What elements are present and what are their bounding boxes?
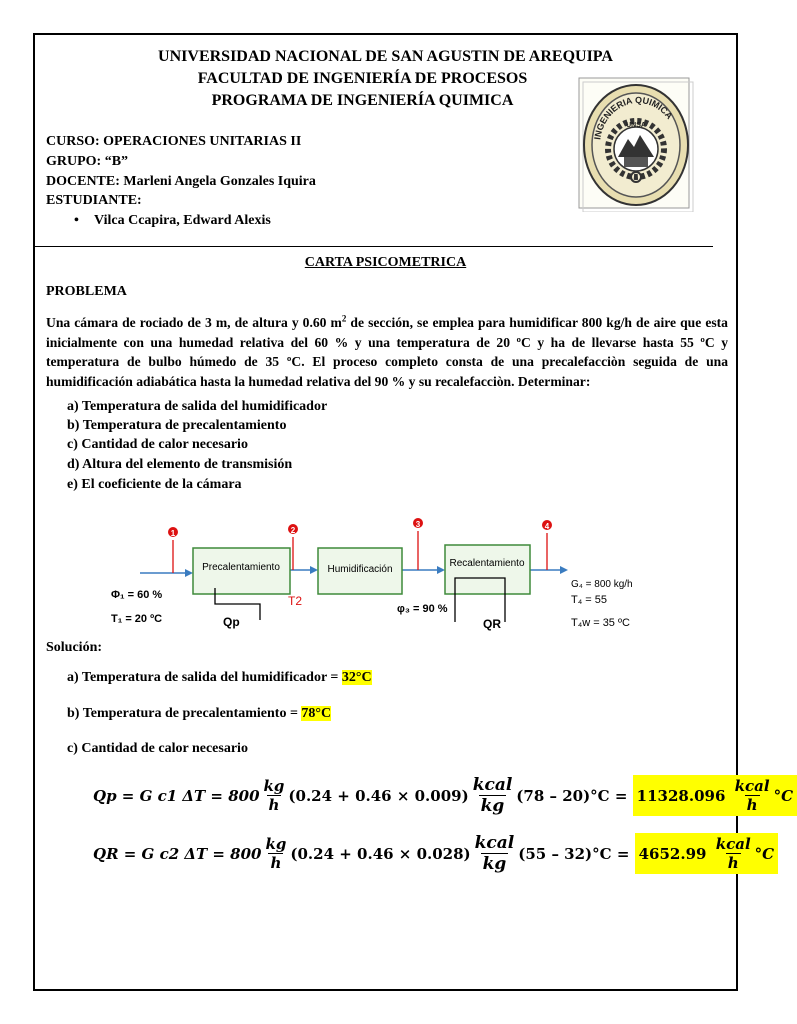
point-1-marker [168,527,178,573]
process-diagram [100,510,660,645]
question-e: e) El coeficiente de la cámara [67,477,242,492]
faculty-name: FACULTAD DE INGENIERÍA DE PROCESOS [197,70,528,87]
equation-qp: Qp = G c1 ΔT = 800 $\frac{kg}{h}$ (0.24 + 0.46 × 0.009) $\frac{\text{kcal}}{kg}$ (78 – 20)°C = 11328.096 $\frac{\text{kcal}}{h}$ °C [93,775,797,816]
qr-result: 4652.99 $\frac{\text{kcal}}{h}$ °C [635,833,779,874]
header-divider [33,246,713,247]
point-3-marker [413,518,423,570]
svg-text:3: 3 [415,520,421,529]
answer-c: c) Cantidad de calor necesario [67,741,248,756]
t1-label: T₁ = 20 ºC [111,613,163,625]
g4-label: G₄ = 800 kg/h [571,579,633,590]
t4w-label: T₄w = 35 ºC [571,617,630,629]
qp-label: Qp [223,615,240,629]
teacher: DOCENTE: Marleni Angela Gonzales Iquira [46,174,316,189]
program-name: PROGRAMA DE INGENIERÍA QUIMICA [211,92,514,109]
logo-abbr: UNSA [626,122,646,129]
logo-text: INGENIERIA QUIMICA [592,94,675,141]
answer-b-value: 78°C [301,706,332,721]
phi1-label: Φ₁ = 60 % [111,589,163,601]
group: GRUPO: “B” [46,154,129,169]
svg-text:1: 1 [170,529,176,538]
answer-b: b) Temperatura de precalentamiento = 78°C [67,706,332,721]
question-b: b) Temperatura de precalentamiento [67,418,287,433]
answer-a-value: 32°C [341,670,372,685]
student-label: ESTUDIANTE: [46,193,142,208]
point-4-marker [542,520,552,570]
answer-a: a) Temperatura de salida del humidificador = 32°C [67,670,372,685]
university-name: UNIVERSIDAD NACIONAL DE SAN AGUSTIN DE AREQUIPA [158,48,613,65]
reheater-box [445,545,530,594]
humidifier-label: Humidificación [327,564,393,575]
equation-qr: QR = G c2 ΔT = 800 $\frac{kg}{h}$ (0.24 + 0.46 × 0.028) $\frac{\text{kcal}}{kg}$ (55 – 32)°C = 4652.99 $\frac{\text{kcal}}{h}$ °C [93,833,778,874]
solution-label: Solución: [46,640,103,655]
problem-label: PROBLEMA [46,284,127,299]
student-bullet: • [74,213,79,228]
phi3-label: φ₃ = 90 % [397,603,448,615]
university-logo [578,77,695,212]
reheater-label: Recalentamiento [449,558,525,569]
question-d: d) Altura del elemento de transmisión [67,457,293,472]
course: CURSO: OPERACIONES UNITARIAS II [46,134,302,149]
svg-text:2: 2 [290,526,296,535]
question-c: c) Cantidad de calor necesario [67,437,248,452]
preheater-label: Precalentamiento [202,562,280,573]
t2-label: T2 [288,594,303,608]
t4-label: T₄ = 55 [571,594,607,606]
section-title: CARTA PSICOMETRICA [304,255,467,270]
student-name: Vilca Ccapira, Edward Alexis [94,213,271,228]
problem-text: Una cámara de rociado de 3 m, de altura y 0.60 $m^2$ de sección, se emplea para humidificar 800 kg/h de aire que esta inicialmente con una humedad relativa del 60 % y una temperatura de 20 ºC y ha de llevarse hasta 55 ºC y temperatura de bulbo húmedo de 35 ºC. El proceso completo consta de una precalefacciòn seguida de una humidificación adiabática hasta la humedad relativa del 90 % y su recalefacciòn. Determinar: [46,313,728,389]
qp-result: 11328.096 $\frac{\text{kcal}}{h}$ °C [633,775,797,816]
qr-label: QR [483,617,501,631]
svg-text:4: 4 [544,522,550,531]
question-a: a) Temperatura de salida del humidificador [67,399,328,414]
